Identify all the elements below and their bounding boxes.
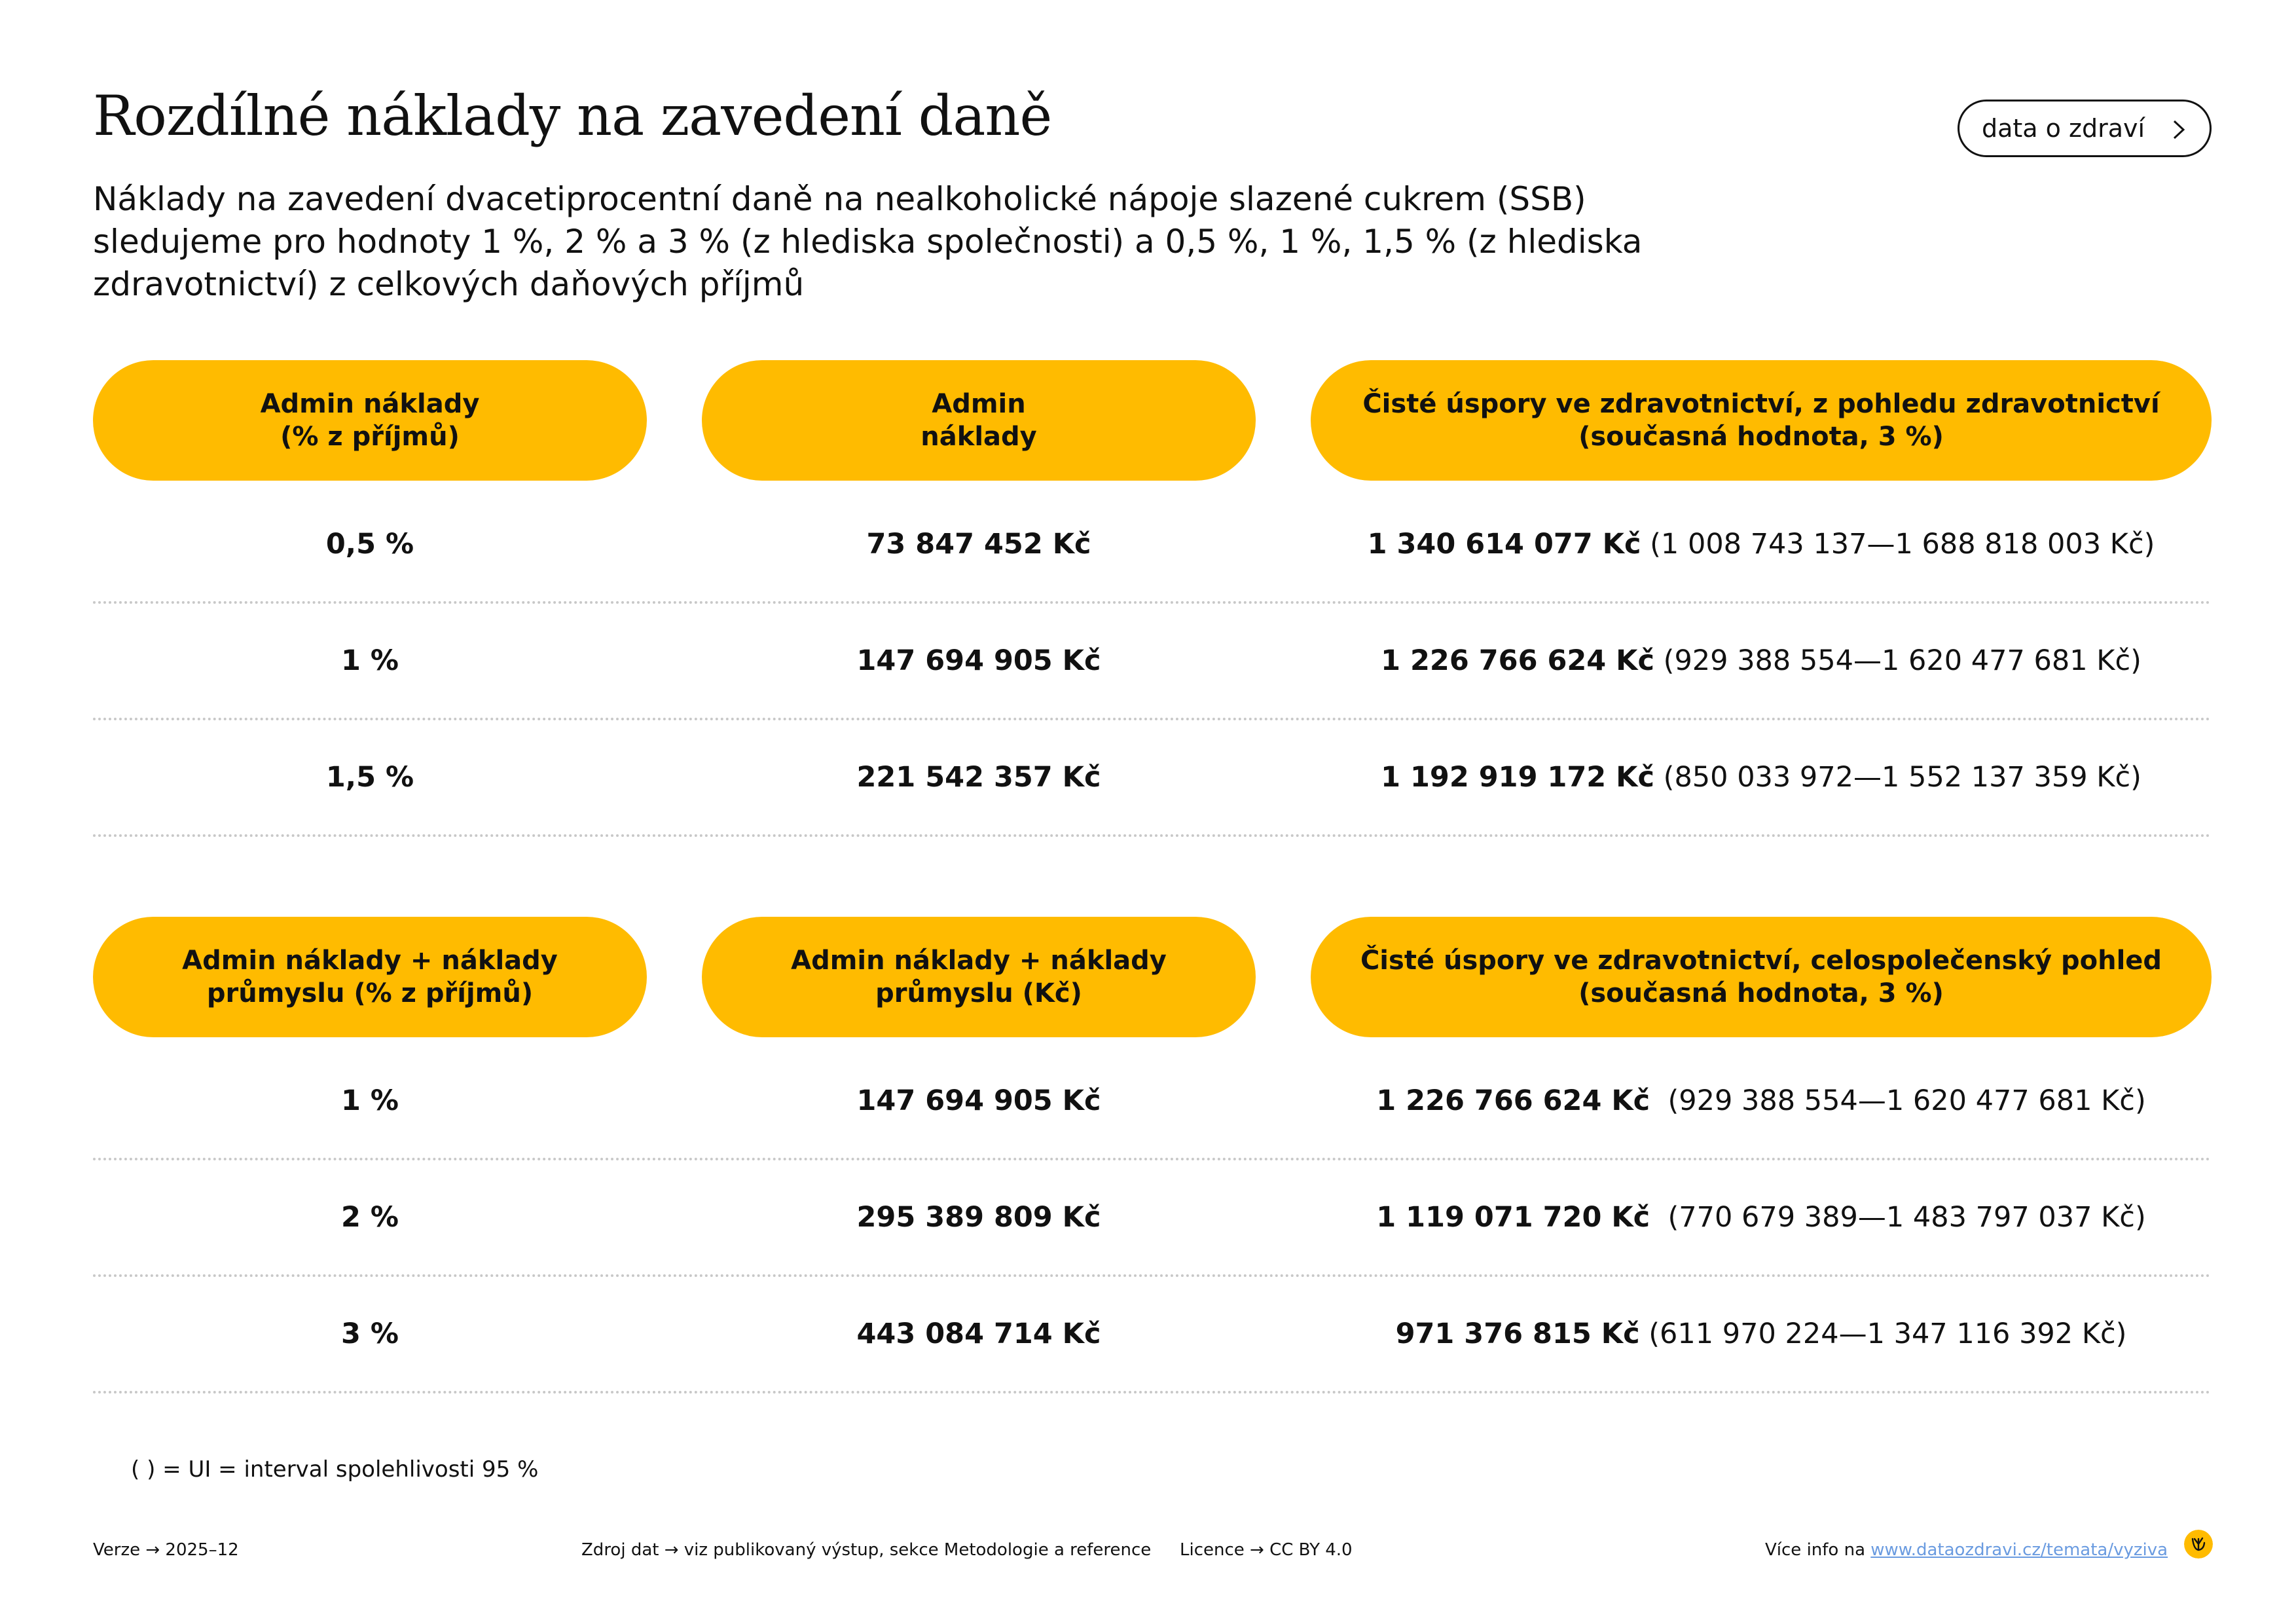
column-header-pill: Admin náklady + náklady průmyslu (Kč): [702, 917, 1256, 1037]
confidence-interval: (770 679 389—1 483 797 037 Kč): [1667, 1201, 2146, 1234]
savings-value: 1 226 766 624 Kč: [1381, 644, 1654, 677]
confidence-interval: (929 388 554—1 620 477 681 Kč): [1667, 1084, 2146, 1117]
footer-source: Zdroj dat → viz publikovaný výstup, sekce Metodologie a reference: [581, 1540, 1152, 1560]
confidence-interval: (850 033 972—1 552 137 359 Kč): [1663, 761, 2141, 794]
admin-costs-table: [93, 360, 2212, 837]
footer-version: Verze → 2025–12: [93, 1540, 239, 1560]
logo-icon: [2184, 1530, 2213, 1559]
page-subtitle: Náklady na zavedení dvacetiprocentní daně na nealkoholické nápoje slazené cukrem (SSB) sledujeme pro hodnoty 1 %, 2 % a 3 % (z hlediska společnosti) a 0,5 %, 1 %, 1,5 % (z hlediska zdravotnictví) z celkových daňových příjmů: [93, 180, 1643, 303]
table-row: [93, 1044, 2212, 1160]
savings-value: 1 340 614 077 Kč: [1367, 528, 1641, 561]
table-row: [93, 1277, 2212, 1393]
table-row: [93, 487, 2212, 604]
pct-cell: 0,5 %: [325, 528, 414, 561]
table-row: [93, 604, 2212, 720]
cost-cell: 73 847 452 Kč: [866, 528, 1091, 561]
cost-cell: 221 542 357 Kč: [856, 761, 1101, 794]
column-header-pill: Admin náklady + náklady průmyslu (% z příjmů): [93, 917, 647, 1037]
footer-license: Licence → CC BY 4.0: [1180, 1540, 1353, 1560]
cost-cell: 443 084 714 Kč: [856, 1318, 1101, 1350]
footer-more-link[interactable]: www.dataozdravi.cz/temata/vyziva: [1870, 1540, 2168, 1560]
pct-cell: 3 %: [341, 1318, 399, 1350]
cost-cell: 147 694 905 Kč: [856, 1084, 1101, 1117]
table-row: [93, 720, 2212, 837]
savings-value: 1 119 071 720 Kč: [1376, 1201, 1650, 1234]
page-title: Rozdílné náklady na zavedení daně: [93, 84, 1052, 148]
pct-cell: 2 %: [341, 1201, 399, 1234]
table-row: [93, 1160, 2212, 1277]
column-header-pill: Admin náklady (% z příjmů): [93, 360, 647, 481]
confidence-interval: (1 008 743 137—1 688 818 003 Kč): [1650, 528, 2155, 561]
column-header-pill: Čisté úspory ve zdravotnictví, z pohledu zdravotnictví (současná hodnota, 3 %): [1311, 360, 2212, 481]
footer-more-prefix: Více info na: [1765, 1540, 1871, 1560]
footer-more-info: [1765, 1540, 2168, 1560]
table-header-row: [93, 360, 2212, 481]
admin-industry-costs-table: [93, 917, 2212, 1393]
confidence-interval: (611 970 224—1 347 116 392 Kč): [1649, 1318, 2127, 1350]
column-header-pill: Čisté úspory ve zdravotnictví, celospolečenský pohled (současná hodnota, 3 %): [1311, 917, 2212, 1037]
savings-value: 971 376 815 Kč: [1395, 1318, 1640, 1350]
data-o-zdravi-button[interactable]: [1958, 100, 2212, 157]
pct-cell: 1 %: [341, 1084, 399, 1117]
column-header-pill: Admin náklady: [702, 360, 1256, 481]
savings-value: 1 192 919 172 Kč: [1381, 761, 1654, 794]
table-header-row: [93, 917, 2212, 1037]
pct-cell: 1 %: [341, 644, 399, 677]
cost-cell: 147 694 905 Kč: [856, 644, 1101, 677]
legend-note: ( ) = UI = interval spolehlivosti 95 %: [131, 1456, 539, 1483]
chevron-right-icon: [2169, 120, 2189, 139]
pct-cell: 1,5 %: [325, 761, 414, 794]
cost-cell: 295 389 809 Kč: [856, 1201, 1101, 1234]
savings-value: 1 226 766 624 Kč: [1376, 1084, 1650, 1117]
confidence-interval: (929 388 554—1 620 477 681 Kč): [1663, 644, 2141, 677]
nav-button-label: data o zdraví: [1982, 114, 2145, 143]
